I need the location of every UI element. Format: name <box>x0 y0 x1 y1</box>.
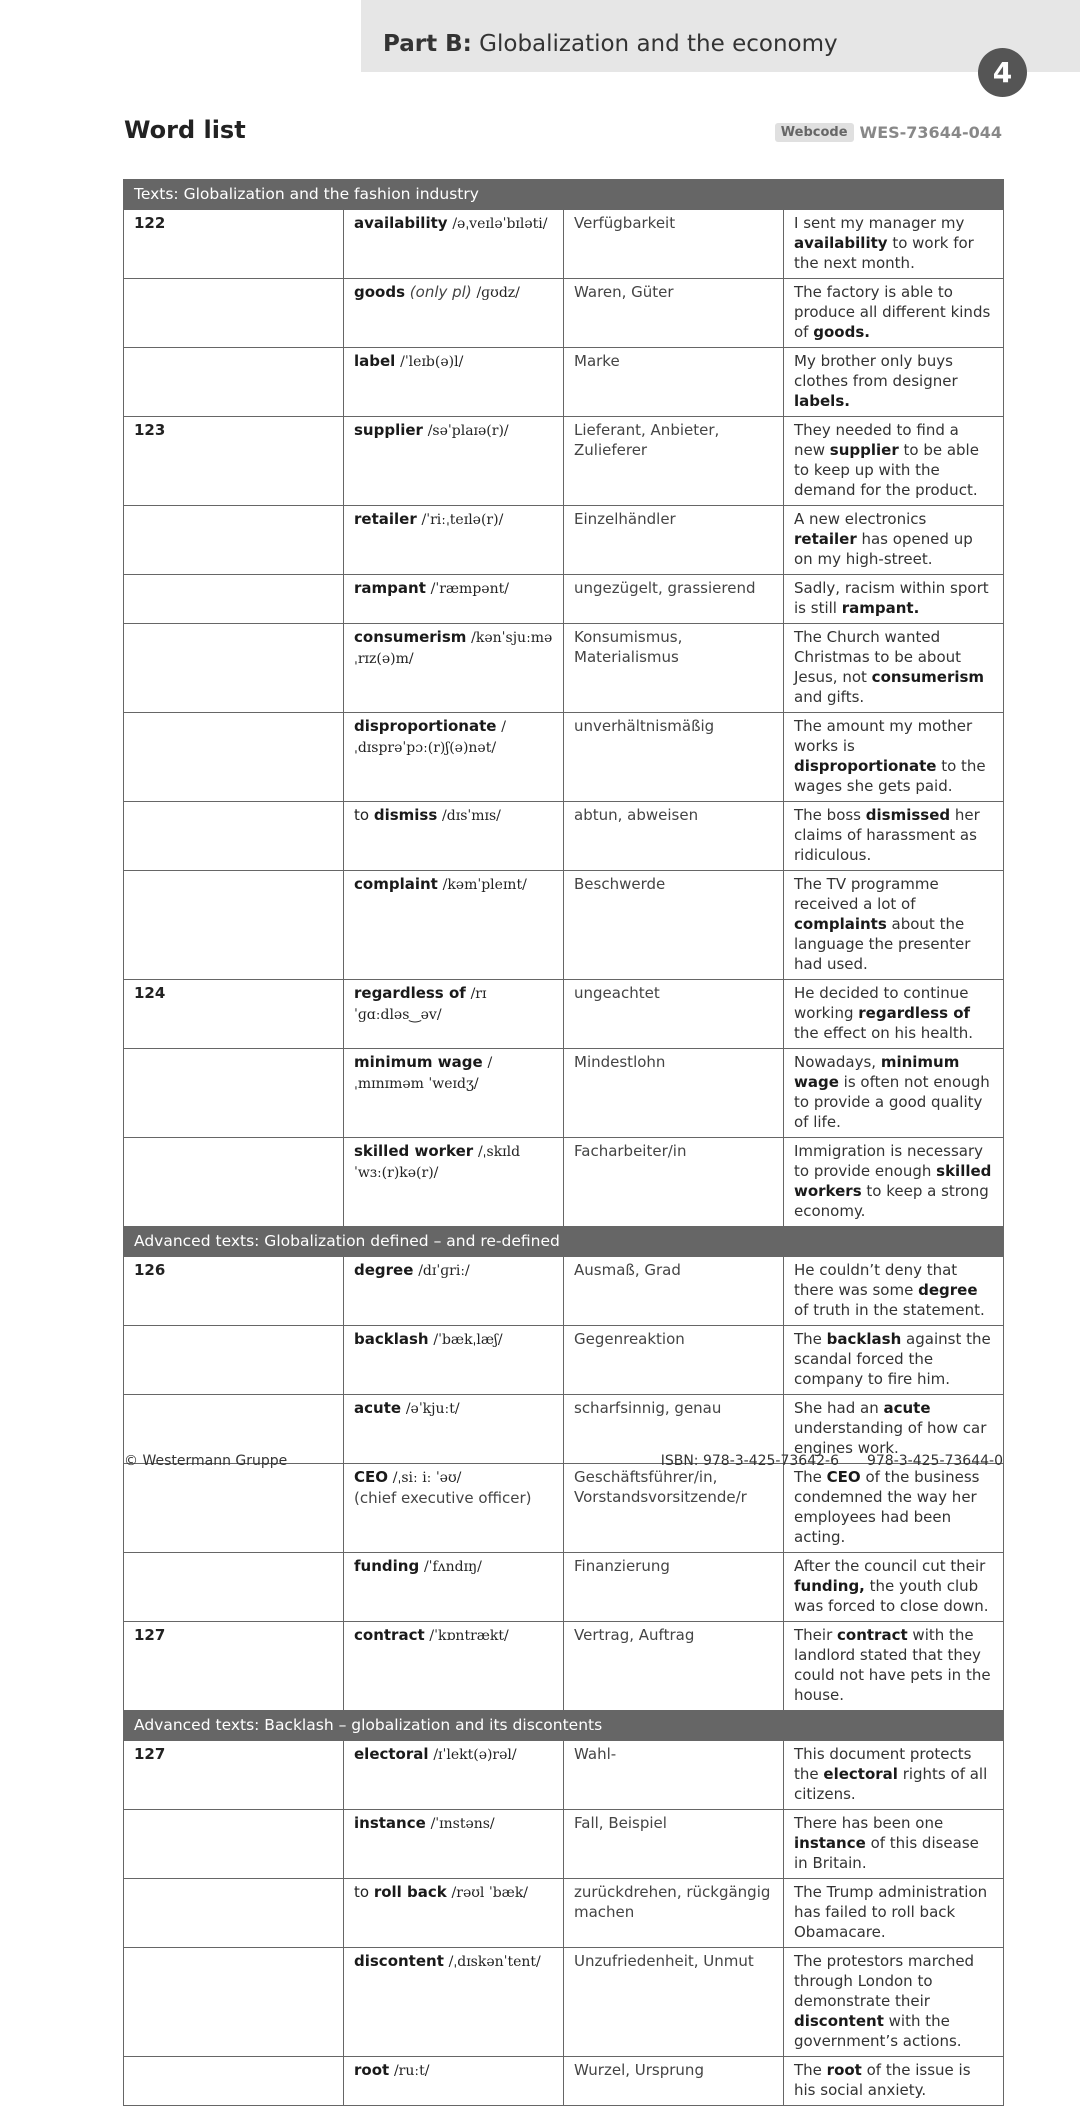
example-keyword: degree <box>918 1281 978 1299</box>
phonetic: /əˌveɪləˈbɪləti/ <box>452 216 548 232</box>
term-word: rampant <box>354 579 426 597</box>
page-number <box>124 1138 344 1227</box>
example-keyword: availability <box>794 234 888 252</box>
term-prefix: to <box>354 1883 374 1901</box>
translation: Mindestlohn <box>564 1049 784 1138</box>
example-sentence <box>784 1049 1004 1138</box>
phonetic: /ˌdɪsprəˈpɔː(r)ʃ(ə)nət/ <box>354 719 506 756</box>
example-keyword: retailer <box>794 530 857 548</box>
example-keyword: root <box>826 2061 862 2079</box>
page-number: 124 <box>124 980 344 1049</box>
term-word: degree <box>354 1261 414 1279</box>
example-pre: Immigration is necessary to provide enough <box>794 1142 984 1180</box>
phonetic: /ˈræmpənt/ <box>430 581 509 597</box>
example-sentence <box>784 713 1004 802</box>
term-cell <box>344 2057 564 2106</box>
term-cell <box>344 506 564 575</box>
example-sentence <box>784 802 1004 871</box>
footer-isbn <box>661 1453 1003 1469</box>
word-row <box>124 2057 1004 2106</box>
example-keyword: goods. <box>813 323 870 341</box>
example-sentence <box>784 348 1004 417</box>
translation: Lieferant, Anbieter, Zulieferer <box>564 417 784 506</box>
example-post: understanding of how car engines work. <box>794 1419 987 1457</box>
term-word: electoral <box>354 1745 429 1763</box>
term-cell <box>344 871 564 980</box>
word-row <box>124 348 1004 417</box>
page-number <box>124 575 344 624</box>
example-keyword: rampant. <box>841 599 920 617</box>
part-heading <box>383 31 838 57</box>
word-row <box>124 1741 1004 1810</box>
page-number <box>124 1948 344 2057</box>
phonetic: /səˈplaɪə(r)/ <box>427 423 509 439</box>
translation: Wahl- <box>564 1741 784 1810</box>
example-sentence <box>784 1138 1004 1227</box>
term-cell <box>344 1810 564 1879</box>
example-sentence <box>784 210 1004 279</box>
term-word: goods <box>354 283 406 301</box>
example-sentence <box>784 1948 1004 2057</box>
phonetic: /ˈɪnstəns/ <box>430 1816 495 1832</box>
term-word: minimum wage <box>354 1053 483 1071</box>
term-cell <box>344 1326 564 1395</box>
isbn-print: ISBN: 978-3-425-73642-6 <box>660 1453 839 1469</box>
page-number: 127 <box>124 1741 344 1810</box>
example-keyword: dismissed <box>865 806 951 824</box>
section-header-row <box>124 180 1004 210</box>
word-row <box>124 1948 1004 2057</box>
page-number <box>124 871 344 980</box>
term-cell <box>344 1741 564 1810</box>
section-title: Advanced texts: Globalization defined – and re-defined <box>124 1227 1004 1257</box>
term-cell <box>344 1622 564 1711</box>
example-post: to keep a strong economy. <box>794 1182 989 1220</box>
translation: Einzelhändler <box>564 506 784 575</box>
page-title: Word list <box>124 116 246 144</box>
example-pre: The Trump administration has failed to roll back Obamacare. <box>794 1883 988 1941</box>
example-pre: He decided to continue working <box>794 984 969 1022</box>
page-number <box>124 624 344 713</box>
word-row <box>124 575 1004 624</box>
example-pre: He couldn’t deny that there was some <box>794 1261 958 1299</box>
phonetic: /ˌmɪnɪməm ˈweɪdʒ/ <box>354 1055 493 1092</box>
word-list-body <box>124 180 1004 2106</box>
word-row <box>124 1553 1004 1622</box>
chapter-badge: 4 <box>978 48 1027 97</box>
example-keyword: labels. <box>794 392 850 410</box>
term-cell <box>344 1138 564 1227</box>
phonetic: /rɪˈɡɑːdləs‿əv/ <box>354 986 487 1023</box>
example-pre: The <box>794 2061 827 2079</box>
page-number <box>124 1049 344 1138</box>
word-row <box>124 210 1004 279</box>
example-keyword: disproportionate <box>794 757 937 775</box>
section-header-row <box>124 1227 1004 1257</box>
phonetic: /ɡʊdz/ <box>476 285 520 301</box>
example-post: of truth in the statement. <box>794 1301 985 1319</box>
phonetic: /ˌskɪld ˈwɜː(r)kə(r)/ <box>354 1144 521 1181</box>
example-post: the youth club was forced to close down. <box>794 1577 989 1615</box>
example-post: against the scandal forced the company to fire him. <box>794 1330 991 1388</box>
example-sentence <box>784 1464 1004 1553</box>
page-number <box>124 1553 344 1622</box>
word-row <box>124 1464 1004 1553</box>
phonetic: /ˈbækˌlæʃ/ <box>433 1332 503 1348</box>
term-word: discontent <box>354 1952 444 1970</box>
example-pre: There has been one <box>794 1814 944 1832</box>
term-word: root <box>354 2061 390 2079</box>
example-sentence <box>784 1326 1004 1395</box>
word-row <box>124 980 1004 1049</box>
page-number: 126 <box>124 1257 344 1326</box>
example-keyword: skilled workers <box>794 1162 992 1200</box>
example-pre: The amount my mother works is <box>794 717 973 755</box>
word-row <box>124 1049 1004 1138</box>
translation: Geschäftsführer/in, Vorstandsvorsitzende/r <box>564 1464 784 1553</box>
example-sentence <box>784 506 1004 575</box>
page-number <box>124 348 344 417</box>
example-pre: The <box>794 1468 827 1486</box>
word-row <box>124 417 1004 506</box>
example-post: of the business condemned the way her employees had been acting. <box>794 1468 980 1546</box>
term-prefix: to <box>354 806 374 824</box>
webcode-value: WES-73644-044 <box>859 123 1002 142</box>
example-keyword: funding, <box>794 1577 865 1595</box>
term-word: dismiss <box>373 806 438 824</box>
word-row <box>124 871 1004 980</box>
term-word: instance <box>354 1814 426 1832</box>
example-keyword: supplier <box>829 441 899 459</box>
example-keyword: consumerism <box>871 668 985 686</box>
example-keyword: backlash <box>826 1330 902 1348</box>
term-word: consumerism <box>354 628 467 646</box>
example-keyword: discontent <box>794 2012 884 2030</box>
part-title: Globalization and the economy <box>479 31 838 57</box>
word-row <box>124 1257 1004 1326</box>
term-cell <box>344 713 564 802</box>
example-post: about the language the presenter had used. <box>794 915 971 973</box>
example-keyword: acute <box>883 1399 931 1417</box>
webcode <box>775 123 1002 142</box>
phonetic: /əˈkjuːt/ <box>405 1401 460 1417</box>
example-post: is often not enough to provide a good quality of life. <box>794 1073 990 1131</box>
page-number <box>124 1326 344 1395</box>
term-cell <box>344 1948 564 2057</box>
example-pre: Sadly, racism within sport is still <box>794 579 989 617</box>
term-cell <box>344 348 564 417</box>
translation: Waren, Güter <box>564 279 784 348</box>
term-word: label <box>354 352 396 370</box>
example-pre: She had an <box>794 1399 884 1417</box>
example-pre: After the council cut their <box>794 1557 986 1575</box>
term-cell <box>344 1257 564 1326</box>
example-pre: Nowadays, <box>794 1053 881 1071</box>
example-keyword: regardless of <box>858 1004 971 1022</box>
example-pre: I sent my manager my <box>794 214 965 232</box>
section-title: Texts: Globalization and the fashion industry <box>124 180 1004 210</box>
page-number <box>124 802 344 871</box>
phonetic: /ˌsiː iː ˈəʊ/ <box>392 1470 462 1486</box>
webcode-label: Webcode <box>775 123 854 142</box>
word-row <box>124 1810 1004 1879</box>
translation: Konsumismus, Materialismus <box>564 624 784 713</box>
word-row <box>124 1622 1004 1711</box>
example-keyword: electoral <box>823 1765 898 1783</box>
term-word: CEO <box>354 1468 389 1486</box>
term-word: skilled worker <box>354 1142 474 1160</box>
example-sentence <box>784 980 1004 1049</box>
example-sentence <box>784 871 1004 980</box>
term-word: funding <box>354 1557 420 1575</box>
example-sentence <box>784 1622 1004 1711</box>
phonetic: /ˌdɪskənˈtent/ <box>448 1954 541 1970</box>
word-row <box>124 802 1004 871</box>
term-word: retailer <box>354 510 417 528</box>
page-number <box>124 713 344 802</box>
example-post: has opened up on my high-street. <box>794 530 973 568</box>
example-sentence <box>784 2057 1004 2106</box>
term-cell <box>344 624 564 713</box>
phonetic: /rəʊl ˈbæk/ <box>451 1885 529 1901</box>
example-post: her claims of harassment as ridiculous. <box>794 806 980 864</box>
word-row <box>124 506 1004 575</box>
example-post: to be able to keep up with the demand for the product. <box>794 441 979 499</box>
example-sentence <box>784 279 1004 348</box>
example-keyword: contract <box>837 1626 908 1644</box>
example-keyword: CEO <box>826 1468 861 1486</box>
translation: Verfügbarkeit <box>564 210 784 279</box>
example-pre: The boss <box>794 806 866 824</box>
term-word: regardless of <box>354 984 466 1002</box>
term-word: roll back <box>373 1883 447 1901</box>
phonetic: /dɪsˈmɪs/ <box>442 808 501 824</box>
example-sentence <box>784 1810 1004 1879</box>
phonetic: /ˈfʌndɪŋ/ <box>423 1559 482 1575</box>
page-number <box>124 1879 344 1948</box>
example-post: with the landlord stated that they could not have pets in the house. <box>794 1626 991 1704</box>
translation: Marke <box>564 348 784 417</box>
example-pre: Their <box>794 1626 838 1644</box>
word-row <box>124 1879 1004 1948</box>
example-post: to the wages she gets paid. <box>794 757 986 795</box>
example-sentence <box>784 575 1004 624</box>
term-cell <box>344 1553 564 1622</box>
phonetic: /ˈleɪb(ə)l/ <box>400 354 464 370</box>
example-pre: My brother only buys clothes from designer <box>794 352 958 390</box>
example-sentence <box>784 1257 1004 1326</box>
translation: scharfsinnig, genau <box>564 1395 784 1464</box>
term-word: availability <box>354 214 448 232</box>
translation: Ausmaß, Grad <box>564 1257 784 1326</box>
translation: unverhältnismäßig <box>564 713 784 802</box>
example-keyword: instance <box>794 1834 866 1852</box>
example-sentence <box>784 1879 1004 1948</box>
example-sentence <box>784 1741 1004 1810</box>
term-expansion: (chief executive officer) <box>354 1489 532 1507</box>
translation: Vertrag, Auftrag <box>564 1622 784 1711</box>
page-number <box>124 506 344 575</box>
word-row <box>124 279 1004 348</box>
translation: zurückdrehen, rückgängig machen <box>564 1879 784 1948</box>
example-post: and gifts. <box>794 688 865 706</box>
example-sentence <box>784 417 1004 506</box>
page-number <box>124 2057 344 2106</box>
example-pre: They needed to find a new <box>794 421 959 459</box>
term-word: complaint <box>354 875 438 893</box>
page-number <box>124 1810 344 1879</box>
page-number: 127 <box>124 1622 344 1711</box>
example-pre: The protestors marched through London to demonstrate their <box>794 1952 975 2010</box>
example-keyword: complaints <box>794 915 887 933</box>
translation: ungezügelt, grassierend <box>564 575 784 624</box>
example-pre: This document protects the <box>794 1745 972 1783</box>
word-row <box>124 624 1004 713</box>
phonetic: /kənˈsjuːməˌrɪz(ə)m/ <box>354 630 553 667</box>
section-title: Advanced texts: Backlash – globalization and its discontents <box>124 1711 1004 1741</box>
part-label: Part B: <box>383 31 472 57</box>
page-number: 122 <box>124 210 344 279</box>
term-cell <box>344 210 564 279</box>
word-row <box>124 1138 1004 1227</box>
term-word: contract <box>354 1626 425 1644</box>
translation: Facharbeiter/in <box>564 1138 784 1227</box>
term-cell <box>344 1879 564 1948</box>
page-number <box>124 1464 344 1553</box>
term-note: (only pl) <box>409 283 472 301</box>
translation: abtun, abweisen <box>564 802 784 871</box>
example-post: the effect on his health. <box>794 1024 974 1042</box>
phonetic: /ˈriːˌteɪlə(r)/ <box>421 512 504 528</box>
example-pre: The Church wanted Christmas to be about Jesus, not <box>794 628 962 686</box>
translation: ungeachtet <box>564 980 784 1049</box>
term-word: backlash <box>354 1330 429 1348</box>
term-cell <box>344 1395 564 1464</box>
translation: Finanzierung <box>564 1553 784 1622</box>
phonetic: /ruːt/ <box>393 2063 430 2079</box>
phonetic: /kəmˈpleɪnt/ <box>442 877 527 893</box>
term-cell <box>344 417 564 506</box>
word-row <box>124 713 1004 802</box>
example-pre: The factory is able to produce all different kinds of <box>794 283 991 341</box>
term-word: disproportionate <box>354 717 497 735</box>
word-list-table <box>123 179 1004 2106</box>
isbn-ebook: 978-3-425-73644-0 <box>866 1453 1003 1469</box>
example-sentence <box>784 624 1004 713</box>
phonetic: /ɪˈlekt(ə)rəl/ <box>433 1747 517 1763</box>
translation: Unzufriedenheit, Unmut <box>564 1948 784 2057</box>
translation: Wurzel, Ursprung <box>564 2057 784 2106</box>
term-cell <box>344 802 564 871</box>
section-header-row <box>124 1711 1004 1741</box>
example-post: to work for the next month. <box>794 234 974 272</box>
term-word: acute <box>354 1399 402 1417</box>
term-cell <box>344 1049 564 1138</box>
example-post: with the government’s actions. <box>794 2012 962 2050</box>
example-keyword: minimum wage <box>794 1053 960 1091</box>
translation: Fall, Beispiel <box>564 1810 784 1879</box>
word-row <box>124 1326 1004 1395</box>
translation: Gegenreaktion <box>564 1326 784 1395</box>
phonetic: /ˈkɒntrækt/ <box>429 1628 509 1644</box>
term-cell <box>344 1464 564 1553</box>
example-pre: The <box>794 1330 827 1348</box>
term-cell <box>344 575 564 624</box>
example-sentence <box>784 1553 1004 1622</box>
example-pre: A new electronics <box>794 510 927 528</box>
example-post: of the issue is his social anxiety. <box>794 2061 971 2099</box>
example-post: rights of all citizens. <box>794 1765 988 1803</box>
translation: Beschwerde <box>564 871 784 980</box>
term-cell <box>344 279 564 348</box>
term-cell <box>344 980 564 1049</box>
footer-copyright: © Westermann Gruppe <box>124 1453 288 1469</box>
page-number <box>124 279 344 348</box>
example-post: of this disease in Britain. <box>794 1834 979 1872</box>
term-word: supplier <box>354 421 423 439</box>
example-pre: The TV programme received a lot of <box>794 875 939 913</box>
page-number: 123 <box>124 417 344 506</box>
phonetic: /dɪˈɡriː/ <box>418 1263 470 1279</box>
